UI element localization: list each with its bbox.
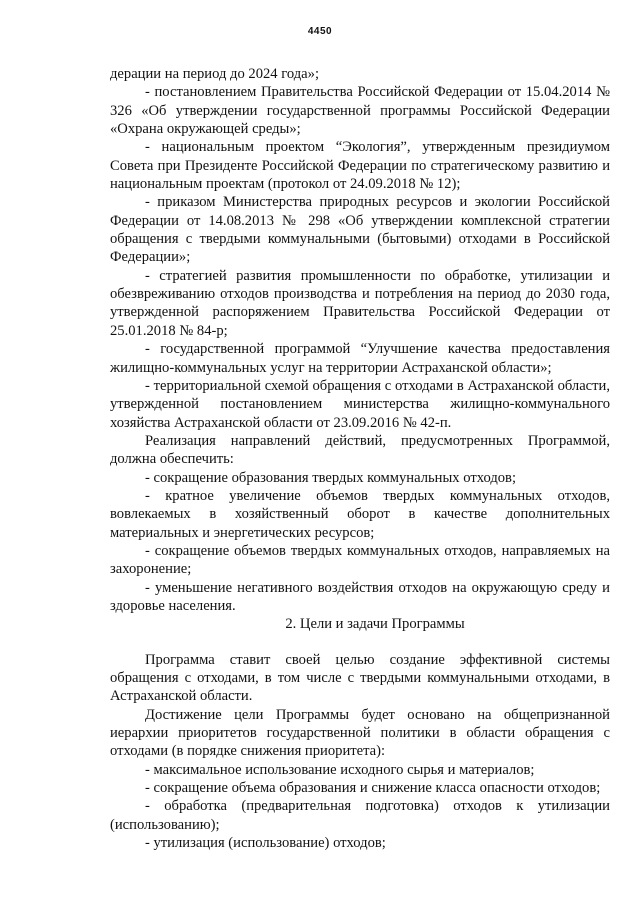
list-item: - приказом Министерства природных ресурсов и экологии Российской Федерации от 14.08.2013 № 298 «Об утверждении комплексной стратегии обращения с твердыми коммунальными (бытовыми) отходами в Российской Федерации»; [110, 194, 610, 266]
list-item: - максимальное использование исходного сырья и материалов; [145, 761, 535, 778]
list-item: - утилизация (использование) отходов; [145, 835, 386, 852]
list-item: - территориальной схемой обращения с отходами в Астраханской области, утвержденной постановлением министерства жилищно-коммунального хозяйства Астраханской области от 23.09.2016 № 42-п. [110, 377, 610, 431]
list-item: - сокращение образования твердых коммунальных отходов; [145, 469, 516, 486]
paragraph: Реализация направлений действий, предусмотренных Программой, должна обеспечить: [110, 432, 610, 468]
list-item: - постановлением Правительства Российской Федерации от 15.04.2014 № 326 «Об утверждении государственной программы Российской Федерации «Охрана окружающей среды»; [110, 84, 610, 138]
section-heading: 2. Цели и задачи Программы [285, 616, 465, 633]
list-item: - государственной программой “Улучшение качества предоставления жилищно-коммунальных услуг на территории Астраханской области»; [110, 341, 610, 376]
list-item: - кратное увеличение объемов твердых коммунальных отходов, вовлекаемых в хозяйственный оборот в качестве дополнительных материальных и энергетических ресурсов; [110, 487, 610, 541]
page-number: 4450 [307, 26, 333, 37]
document-body [110, 65, 610, 852]
list-item: - сокращение объема образования и снижение класса опасности отходов; [145, 780, 601, 797]
paragraph: дерации на период до 2024 года»; [110, 66, 319, 82]
list-item: - уменьшение негативного воздействия отходов на окружающую среду и здоровье населения. [110, 579, 610, 614]
list-item: - национальным проектом “Экология”, утвержденным президиумом Совета при Президенте Российской Федерации по стратегическому развитию и национальным проектам (протокол от 24.09.2018 № 12); [110, 139, 610, 193]
paragraph: Достижение цели Программы будет основано на общепризнанной иерархии приоритетов государственной политики в области обращения с отходами (в порядке снижения приоритета): [110, 706, 610, 760]
list-item: - сокращение объемов твердых коммунальных отходов, направляемых на захоронение; [110, 542, 610, 578]
paragraph: Программа ставит своей целью создание эффективной системы обращения с отходами, в том числе с твердыми коммунальными отходами, в Астраханской области. [110, 651, 610, 705]
list-item: - стратегией развития промышленности по обработке, утилизации и обезвреживанию отходов производства и потребления на период до 2030 года, утвержденной распоряжением Правительства Российской Федерации от 25.01.2018 № 84-р; [110, 267, 610, 339]
list-item: - обработка (предварительная подготовка) отходов к утилизации (использованию); [110, 798, 610, 833]
